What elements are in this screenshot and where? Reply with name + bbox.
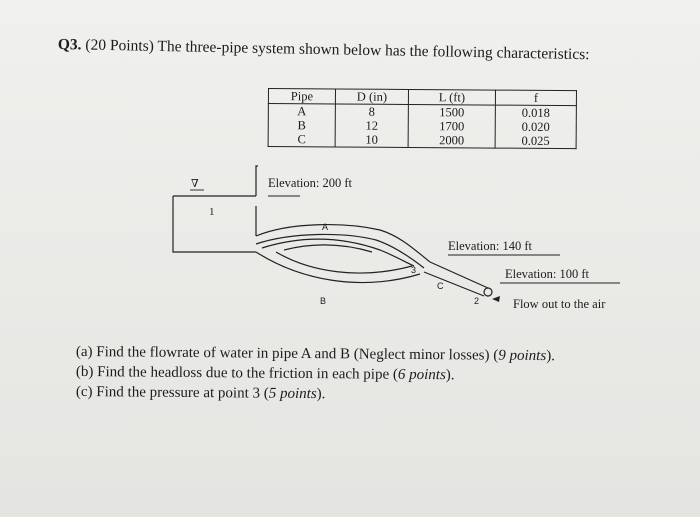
table-header: f: [495, 90, 576, 106]
table-cell: 0.018: [495, 105, 576, 120]
question-list: [76, 342, 555, 402]
question-a-end: ).: [546, 348, 556, 365]
flow-note-label: Flow out to the air: [513, 297, 606, 311]
question-text: (20 Points) The three-pipe system shown below has the following characteristics:: [85, 36, 590, 64]
table-cell: 12: [335, 118, 408, 133]
pipe-a-lower: [256, 234, 424, 268]
question-c-end: ).: [316, 386, 326, 403]
question-c: [76, 382, 555, 406]
table-header: L (ft): [408, 89, 495, 105]
table-cell: C: [268, 132, 335, 147]
table-cell: 1700: [408, 119, 495, 134]
question-b-end: ).: [445, 367, 455, 384]
table-cell: 10: [335, 132, 408, 147]
point-1-label: 1: [209, 206, 215, 218]
point-3-label: 3: [411, 265, 417, 275]
water-surface-symbol: ∇: [191, 178, 199, 190]
flow-arrow: [492, 296, 500, 302]
table-cell: 1500: [408, 104, 495, 119]
question-number: Q3.: [57, 36, 82, 54]
question-b-text: (b) Find the headloss due to the friction in each pipe (: [75, 363, 398, 383]
elevation-outlet-label: Elevation: 100 ft: [505, 267, 590, 281]
table-cell: B: [268, 118, 335, 132]
pipe-loop: [256, 225, 430, 283]
question-a-text: (a) Find the flowrate of water in pipe A and B (Neglect minor losses) (: [75, 343, 499, 364]
elevation-junction-label: Elevation: 140 ft: [448, 239, 533, 253]
pipe-c-label: C: [437, 281, 444, 291]
elevation-reservoir-label: Elevation: 200 ft: [268, 176, 353, 190]
question-c-text: (c) Find the pressure at point 3 (: [75, 383, 269, 402]
table-cell: 0.020: [495, 120, 576, 135]
pipe-c: [424, 262, 492, 296]
question-c-points: 5 points: [268, 385, 317, 403]
pipe-a-label: A: [322, 222, 329, 232]
pipe-mid-inner: [284, 245, 372, 252]
point-2-label: 2: [474, 296, 480, 306]
table-cell: 2000: [408, 133, 495, 148]
table-header: Pipe: [268, 89, 335, 104]
pipe-mid-outer: [262, 239, 414, 266]
pipe-b-label: B: [320, 296, 327, 306]
question-a-points: 9 points: [498, 347, 547, 365]
table-cell: 8: [335, 104, 408, 119]
table-cell: 0.025: [495, 134, 576, 149]
table-cell: A: [268, 104, 335, 119]
table-header: D (in): [335, 89, 408, 105]
question-b-points: 6 points: [397, 366, 446, 384]
